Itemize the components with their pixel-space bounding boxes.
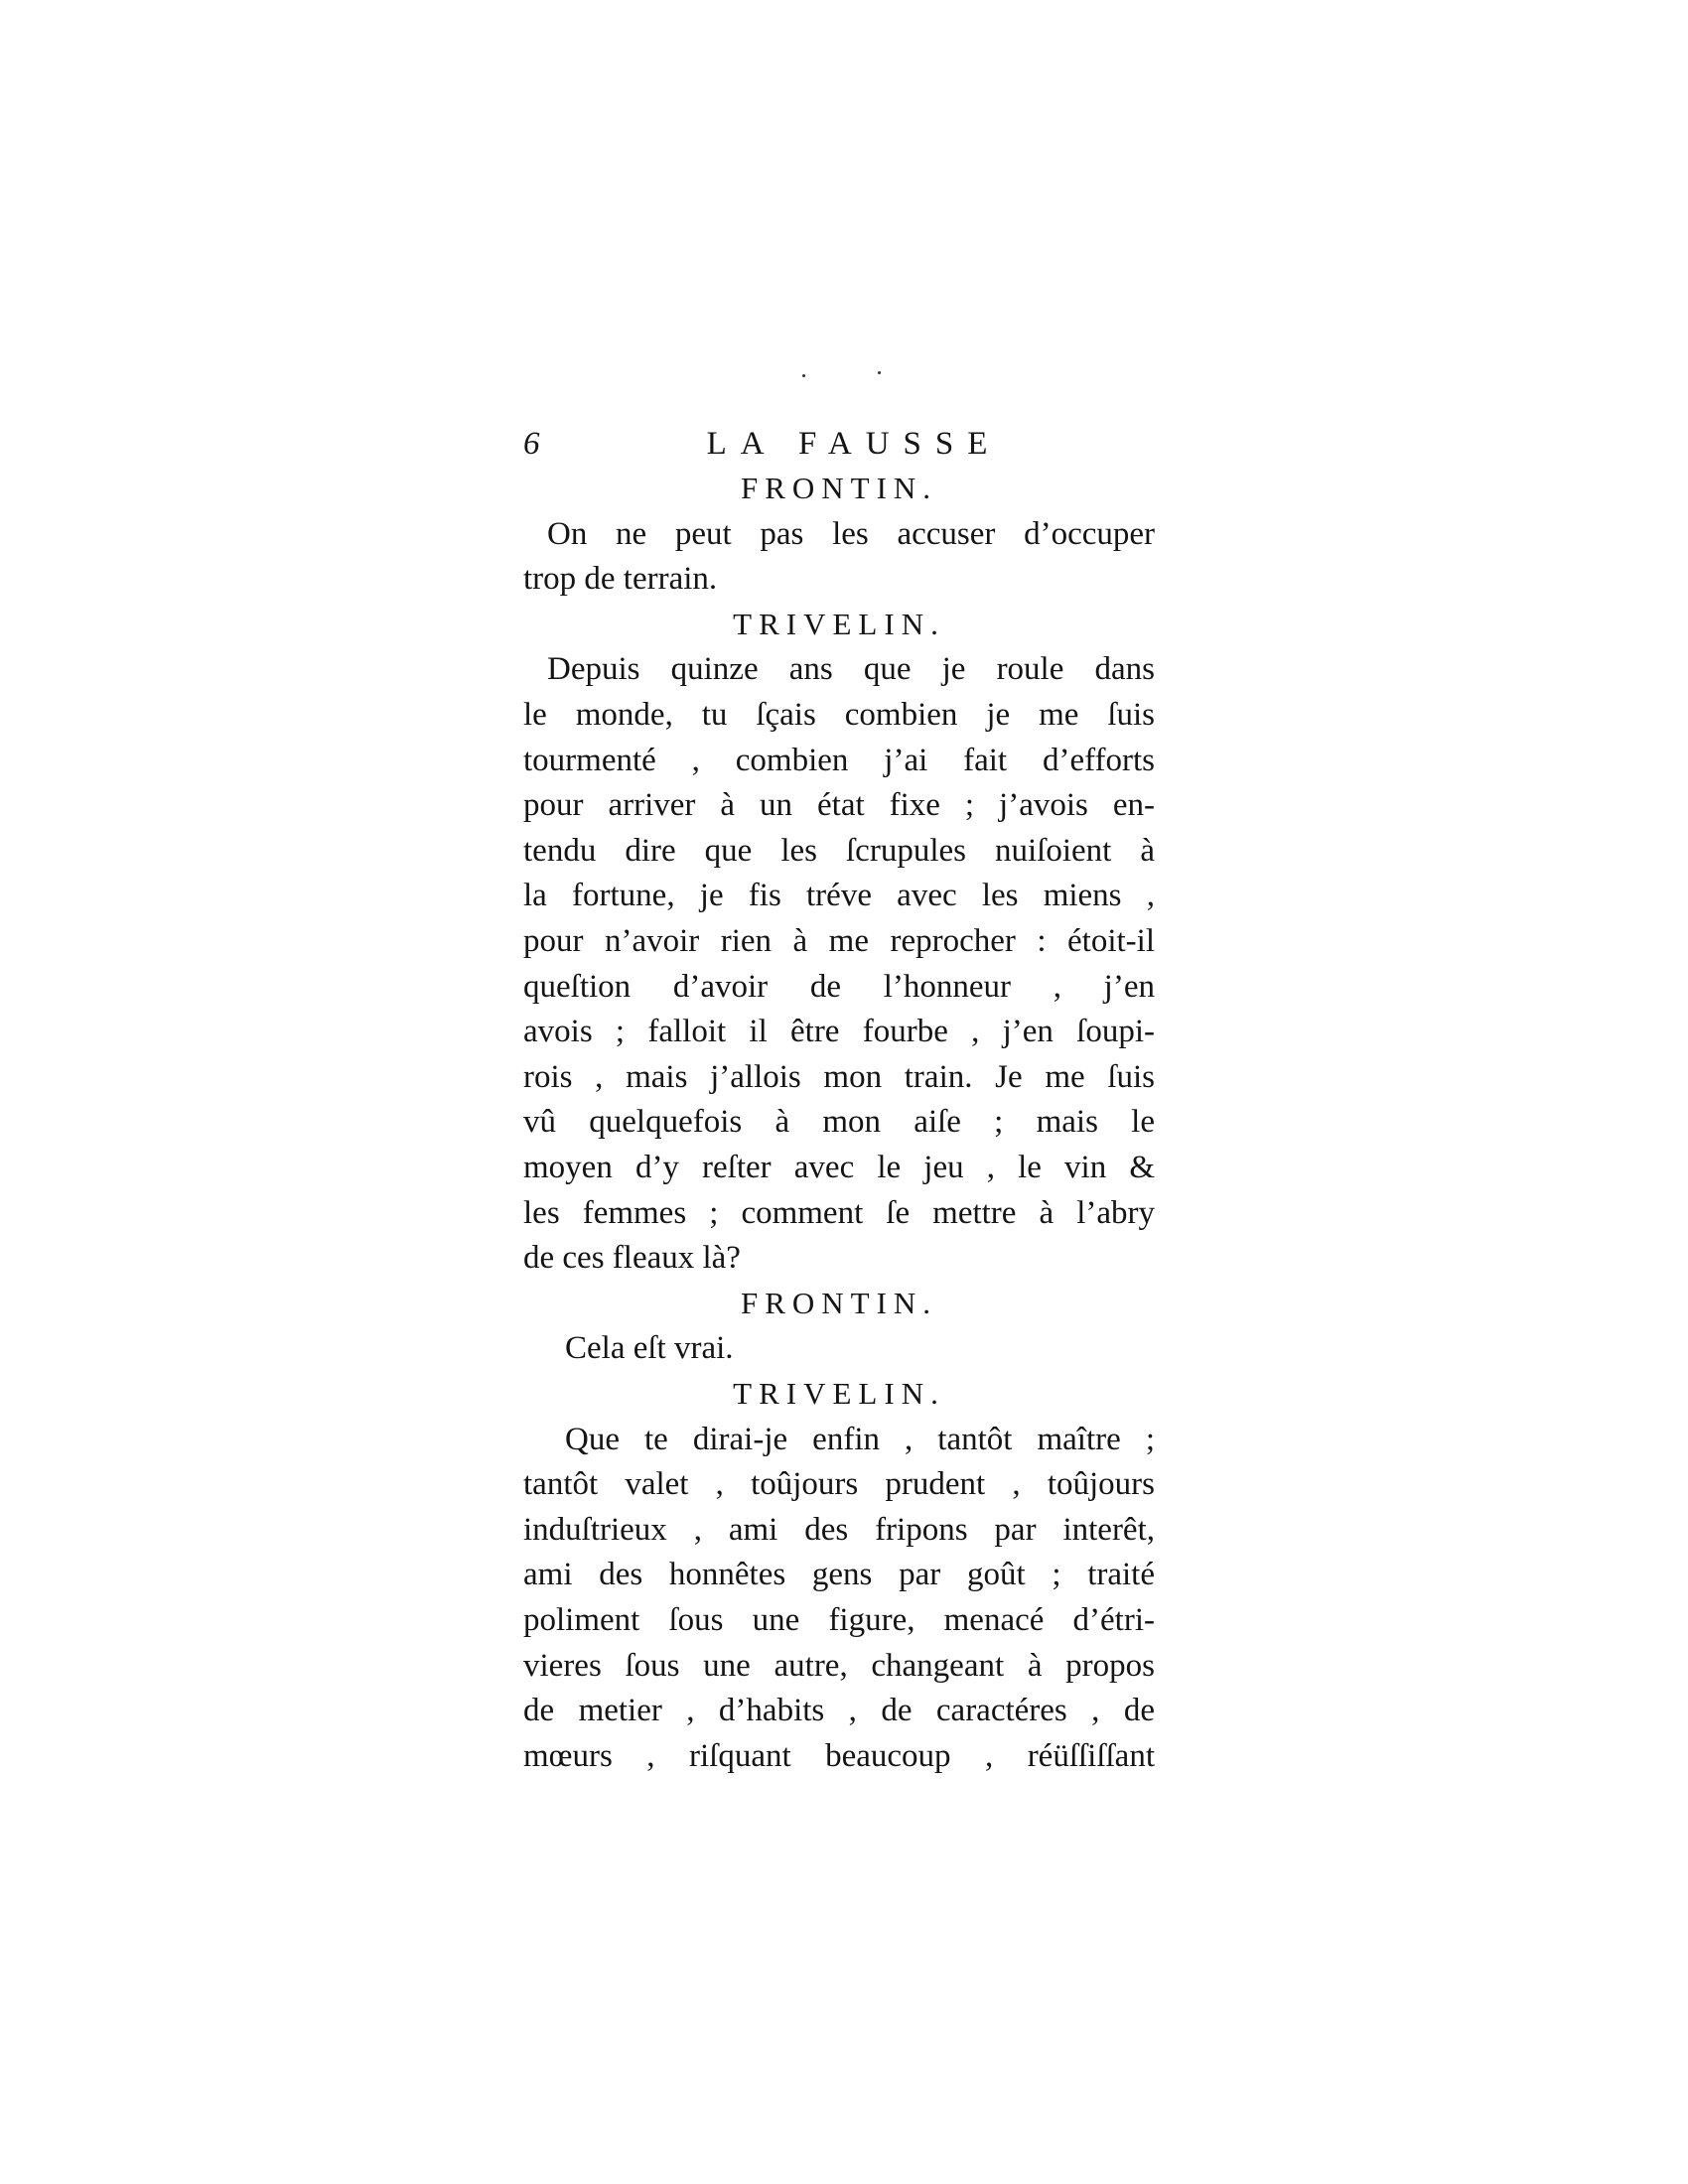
speaker-name: FRONTIN. [740,1285,938,1320]
speaker-name: TRIVELIN. [733,1376,945,1411]
text-line: de metier , d’habits , de caractéres , de [523,1693,1155,1729]
text-line: la fortune, je fis tréve avec les miens , [523,878,1155,914]
text-line: poliment ſous une figure, menacé d’étri- [523,1602,1155,1638]
text-line: pour arriver à un état fixe ; j’avois en- [523,787,1155,824]
text-line: Cela eſt vrai. [565,1330,734,1367]
text-line: avois ; falloit il être fourbe , j’en ſoupi- [523,1014,1155,1050]
print-speck [802,374,805,377]
text-line: trop de terrain. [523,561,718,598]
text-line: tourmenté , combien j’ai fait d’efforts [523,742,1155,778]
text-line: vieres ſous une autre, changeant à propos [523,1647,1155,1684]
text-line: moyen d’y reſter avec le jeu , le vin & [523,1150,1155,1185]
text-line: induſtrieux , ami des fripons par interêt, [523,1511,1155,1548]
text-line: ami des honnêtes gens par goût ; traité [523,1557,1155,1593]
text-line: Que te dirai-je enfin , tantôt maître ; [565,1421,1155,1457]
text-line: le monde, tu ſçais combien je me ſuis [523,697,1155,733]
text-line: tantôt valet , toûjours prudent , toûjours [523,1466,1155,1503]
text-line: tendu dire que les ſcrupules nuiſoient à [523,832,1155,869]
speaker-name: FRONTIN. [740,471,938,505]
text-line: rois , mais j’allois mon train. Je me ſuis [523,1058,1155,1095]
page-header [523,422,1155,466]
text-line: mœurs , riſquant beaucoup , réüſſiſſant [523,1737,1155,1774]
text-line: Depuis quinze ans que je roule dans [547,651,1155,688]
speaker-name: TRIVELIN. [733,606,945,641]
text-line: de ces fleaux là? [523,1240,741,1277]
text-line: pour n’avoir rien à me reprocher : étoit-il [523,923,1155,959]
text-line: vû quelquefois à mon aiſe ; mais le [523,1104,1155,1141]
print-speck [878,371,881,374]
text-line: On ne peut pas les accuser d’occuper [547,515,1155,552]
text-line: les femmes ; comment ſe mettre à l’abry [523,1194,1155,1231]
running-title: LA FAUSSE [706,426,1002,462]
text-line: queſtion d’avoir de l’honneur , j’en [523,968,1155,1005]
page-number: 6 [523,426,540,462]
